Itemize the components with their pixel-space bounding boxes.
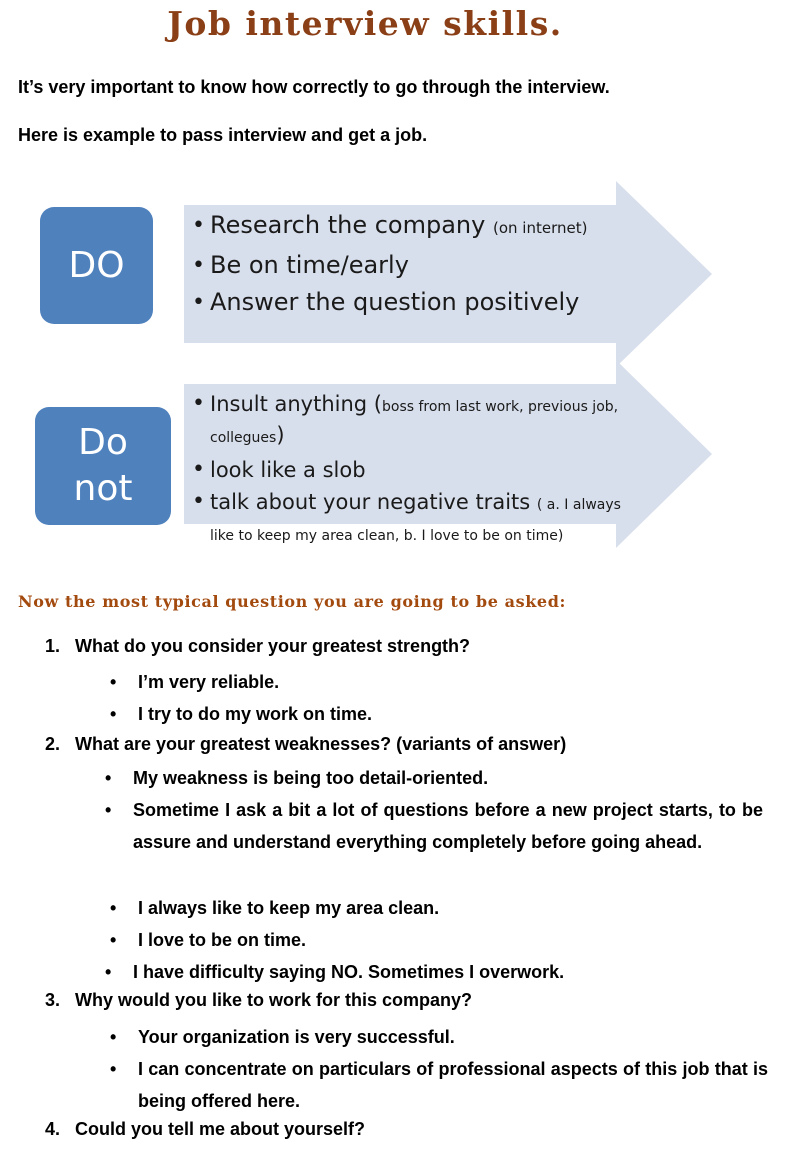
- answer: • I love to be on time.: [138, 924, 768, 956]
- do-not-item: • talk about your negative traits ( a. I always like to keep my area clean, b. I love to be on time): [188, 488, 628, 550]
- do-label: DO: [68, 245, 125, 286]
- answer: • I’m very reliable.: [138, 666, 768, 698]
- do-not-item: • Insult anything (boss from last work, previous job, collegues): [188, 390, 628, 452]
- questions-heading: Now the most typical question you are going to be asked:: [18, 592, 566, 611]
- answer: • Your organization is very successful.: [138, 1021, 768, 1053]
- answer: • Sometime I ask a bit a lot of questions before a new project starts, to be assure and understand everything completely before going ahead.: [133, 794, 763, 858]
- do-item: • Research the company (on internet): [188, 207, 587, 247]
- do-arrow: [184, 181, 712, 367]
- do-label-box: [40, 207, 153, 324]
- do-not-arrow: [184, 360, 712, 548]
- do-not-list: [188, 390, 628, 554]
- do-not-item: • look like a slob: [188, 456, 628, 484]
- page-title: Job interview skills.: [167, 4, 563, 43]
- answer: • I have difficulty saying NO. Sometimes I overwork.: [133, 956, 763, 988]
- answer: • I can concentrate on particulars of professional aspects of this job that is being offered here.: [138, 1053, 768, 1117]
- do-item: • Be on time/early: [188, 247, 587, 284]
- question: 1. What do you consider your greatest strength?: [45, 636, 471, 656]
- do-not-label-line-2: not: [73, 468, 133, 509]
- answer: • I try to do my work on time.: [138, 698, 768, 730]
- do-item: • Answer the question positively: [188, 284, 587, 321]
- answer: • My weakness is being too detail-oriented.: [133, 762, 763, 794]
- answer: • I always like to keep my area clean.: [138, 892, 768, 924]
- intro-line-1: It’s very important to know how correctly to go through the interview.: [18, 77, 610, 97]
- do-not-label-line-1: Do: [78, 422, 128, 463]
- question: 2. What are your greatest weaknesses? (variants of answer): [45, 734, 567, 754]
- do-not-label-box: [35, 407, 171, 525]
- question: 3. Why would you like to work for this company?: [45, 990, 473, 1010]
- intro-line-2: Here is example to pass interview and get a job.: [18, 125, 428, 145]
- do-list: [188, 207, 587, 321]
- question: 4. Could you tell me about yourself?: [45, 1119, 366, 1139]
